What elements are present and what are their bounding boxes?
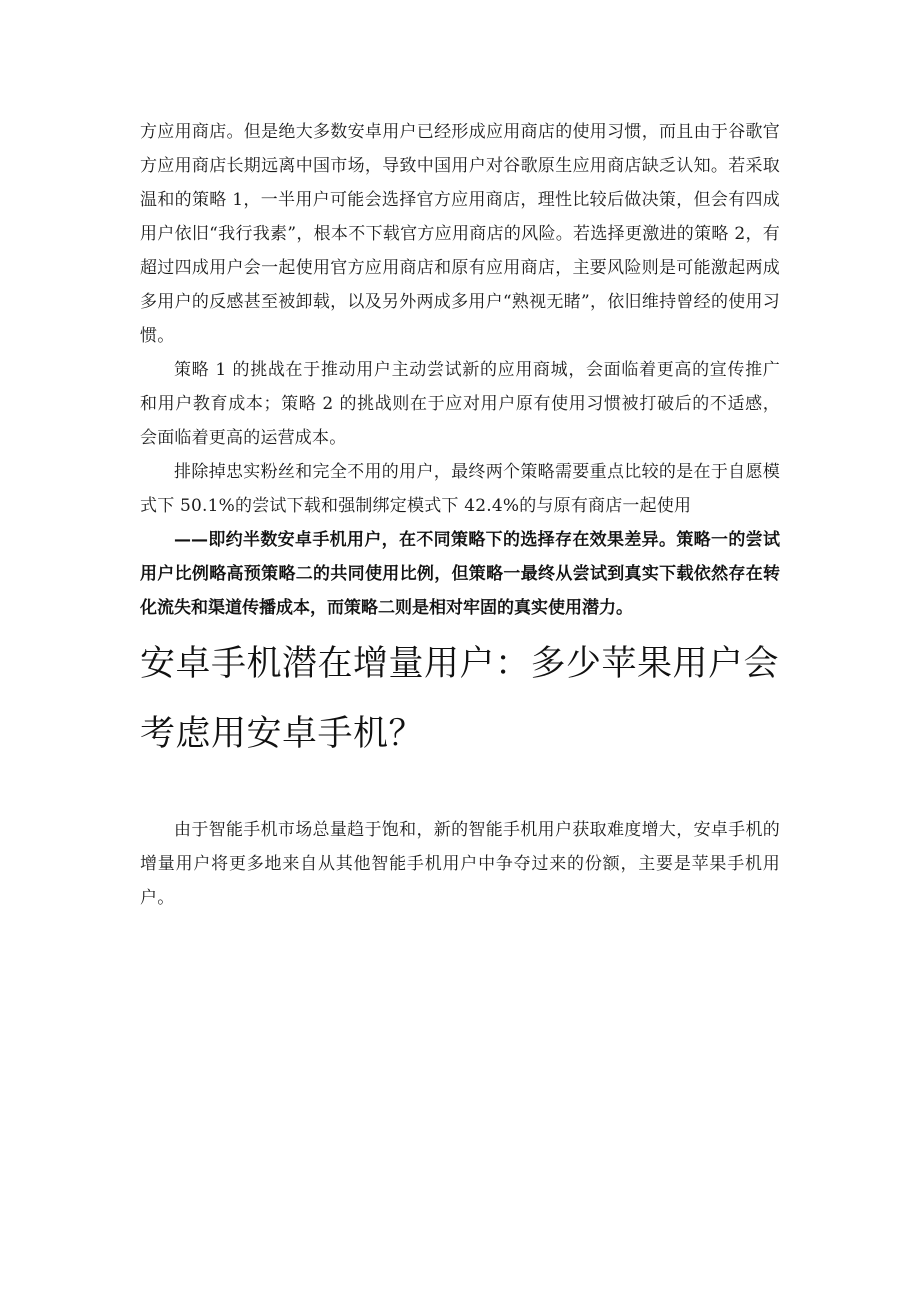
paragraph-bold-conclusion: ——即约半数安卓手机用户，在不同策略下的选择存在效果差异。策略一的尝试用户比例略高预策略二的共同使用比例，但策略一最终从尝试到真实下载依然存在转化流失和渠道传播成本，而策略二则是相对牢固的真实使用潜力。 bbox=[140, 530, 780, 618]
paragraph-strategy-challenges: 策略 1 的挑战在于推动用户主动尝试新的应用商城，会面临着更高的宣传推广和用户教育成本；策略 2 的挑战则在于应对用户原有使用习惯被打破后的不适感，会面临着更高的运营成本。 bbox=[140, 360, 780, 448]
document-body bbox=[140, 115, 780, 915]
paragraph-app-store-strategy: 方应用商店。但是绝大多数安卓用户已经形成应用商店的使用习惯，而且由于谷歌官方应用商店长期远离中国市场，导致中国用户对谷歌原生应用商店缺乏认知。若采取温和的策略 1，一半用户可能会选择官方应用商店，理性比较后做决策，但会有四成用户依旧“我行我素”，根本不下载官方应用商店的风险。若选择更激进的策略 2，有超过四成用户会一起使用官方应用商店和原有应用商店，主要风险则是可能激起两成多用户的反感甚至被卸载，以及另外两成多用户“熟视无睹”，依旧维持曾经的使用习惯。 bbox=[140, 122, 780, 346]
paragraph-incremental-users: 由于智能手机市场总量趋于饱和，新的智能手机用户获取难度增大，安卓手机的增量用户将更多地来自从其他智能手机用户中争夺过来的份额，主要是苹果手机用户。 bbox=[140, 820, 780, 908]
paragraph-strategy-comparison: 排除掉忠实粉丝和完全不用的用户，最终两个策略需要重点比较的是在于自愿模式下 50.1%的尝试下载和强制绑定模式下 42.4%的与原有商店一起使用 bbox=[140, 462, 780, 516]
section-heading: 安卓手机潜在增量用户：多少苹果用户会考虑用安卓手机？ bbox=[140, 644, 780, 754]
